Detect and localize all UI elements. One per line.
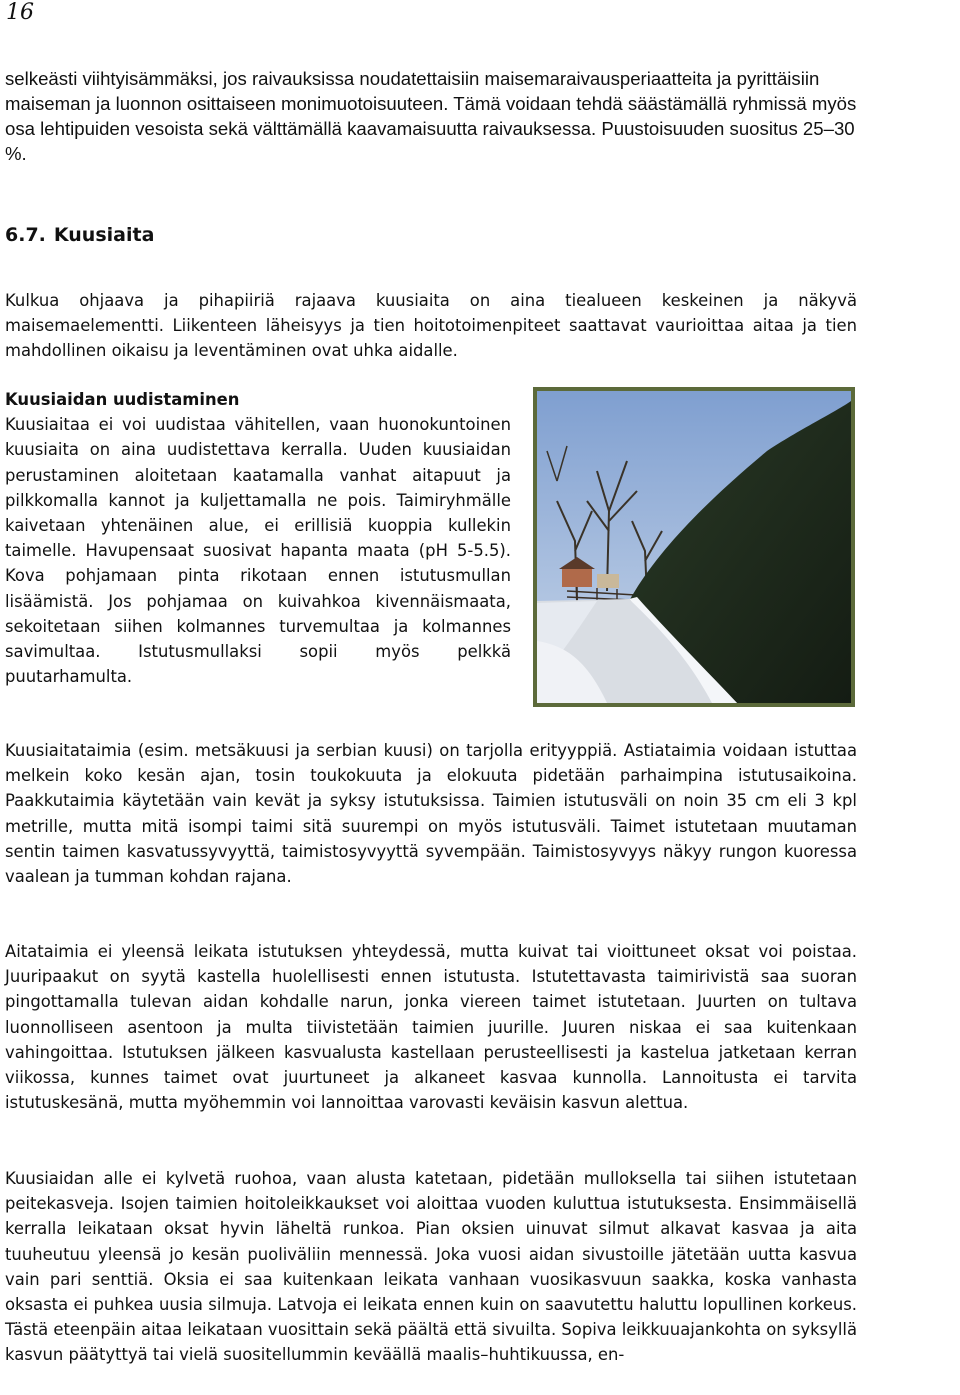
watering-paragraph: Aitataimia ei yleensä leikata istutuksen yhteydessä, mutta kuivat tai vioittuneet oksat voi poistaa. Juuripaakut on syytä kastella huolellisesti ennen istutusta. Istutettavasta taimirivistä saa suoran pingottamalla tulevan aidan kohdalle narun, jonka viereen taimet istutetaan. Juurten on tultava luonnolliseen asentoon ja multa tiivistetään taimien juurille. Juuren niskaa ei saa kuitenkaan vahingoittaa. Istutuksen jälkeen kasvualusta kastellaan perusteellisesti ja kastelua jatketaan kerran viikossa, kunnes taimet ovat juurtuneet ja alkaneet kasvaa kunnolla. Lannoitusta ei tarvita istutuskesänä, mutta myöhemmin voi lannoittaa varovasti keväisin kasvun alettua.	[5, 942, 857, 1113]
page-number: 16	[6, 0, 34, 25]
house	[562, 569, 592, 587]
renewal-subheading: Kuusiaidan uudistaminen	[5, 390, 240, 409]
planting-paragraph: Kuusiaitataimia (esim. metsäkuusi ja serbian kuusi) on tarjolla erityyppiä. Astiataimia voidaan istuttaa melkein koko kesän ajan, tosin toukokuuta ja elokuuta pidetään parhaimpina istutusaikoina. Paakkutaimia käytetään vain kevät ja syksy istutuksissa. Taimien istutusväli on noin 35 cm eli 3 kpl metrille, mutta mitä isompi taimi sitä suurempi on myös istutusväli. Taimet istutetaan muutaman sentin taimen kasvatussyvyyttä, taimistosyvyyttä syvempään. Taimistosyvyys näkyy rungon kuoressa vaalean ja tumman kohdan rajana.	[5, 741, 857, 887]
spruce-hedge-photo	[533, 387, 855, 707]
pruning-paragraph: Kuusiaidan alle ei kylvetä ruohoa, vaan alusta katetaan, pidetään mulloksella tai siihen istutetaan peitekasveja. Isojen taimien hoitoleikkaukset voi aloittaa vuoden kuluttua istutuksesta. Ensimmäisellä kerralla leikataan oksat hyvin läheltä runkoa. Pian oksien uinuvat silmut alkavat kasvaa ja aita tuuheutuu yleensä jo kesän puoliväliin mennessä. Joka vuosi aidan sivustoille jätetään uutta kasvua vain pari senttiä. Oksia ei saa kuitenkaan leikata vanhaan vuosikasvuun saakka, koska vanhasta oksasta ei puhkea uusia silmuja. Latvoja ei leikata ennen kuin on saavutettu haluttu lopullinen korkeus. Tästä eteenpäin aitaa leikataan vuosittain sekä päältä että sivuilta. Sopiva leikkuuajankohta on syksyllä kasvun päätyttyä tai vielä suositellummin keväällä maalis–huhtikuussa, en-	[5, 1169, 857, 1365]
section-lead-paragraph: Kulkua ohjaava ja pihapiiriä rajaava kuusiaita on aina tiealueen keskeinen ja näkyvä maisemaelementti. Liikenteen läheisyys ja tien hoitotoimenpiteet saattavat vaurioittaa aitaa ja tien mahdollinen oikaisu ja leventäminen ovat uhka aidalle.	[5, 291, 857, 361]
intro-paragraph: selkeästi viihtyisämmäksi, jos raivauksissa noudatettaisiin maisemaraivausperiaatteita ja pyrittäisiin maiseman ja luonnon osittaiseen monimuotoisuuteen. Tämä voidaan tehdä säästämällä ryhmissä myös osa lehtipuiden vesoista sekä välttämällä kaavamaisuutta raivauksessa. Puustoisuuden suositus 25–30 %.	[5, 68, 857, 164]
section-heading	[5, 222, 154, 248]
renewal-column	[5, 387, 511, 689]
section-title: Kuusiaita	[53, 224, 155, 246]
hedge-winter-scene-image	[537, 391, 851, 703]
section-number: 6.7.	[5, 224, 46, 246]
renewal-text: Kuusiaitaa ei voi uudistaa vähitellen, vaan huonokuntoinen kuusiaita on aina uudistettava kerralla. Uuden kuusiaidan perustaminen aloitetaan kaatamalla vanhat aitapuut ja pilkkomalla kannot ja kuljettamalla ne pois. Taimiryhmälle kaivetaan yhtenäinen alue, ei erillisiä kuoppia kullekin taimelle. Havupensaat suosivat hapanta maata (pH 5-5.5). Kova pohjamaan pinta rikotaan ennen istutusmullan lisäämistä. Jos pohjamaa on kuivahkoa kivennäismaata, sekoitetaan siihen kolmannes turvemultaa ja kolmannes savimultaa. Istutusmullaksi sopii myös pelkkä puutarhamulta.	[5, 415, 511, 687]
